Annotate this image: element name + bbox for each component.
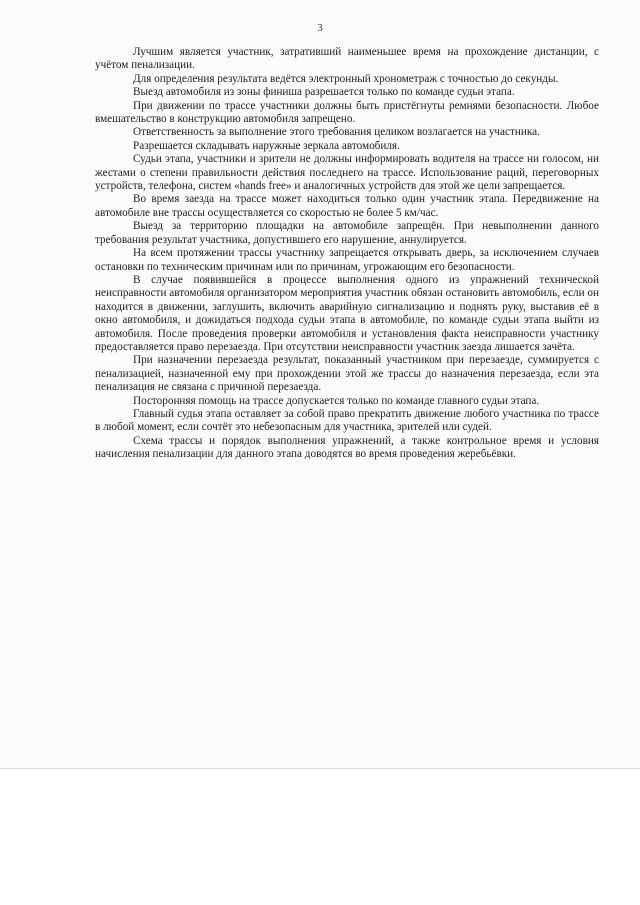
paragraph: При назначении перезаезда результат, показанный участником при перезаезде, суммируется с пенализацией, назначенной ему при прохождении этой же трассы до назначения перезаезда, если эта пенализация не связана с причиной перезаезда. [95,354,599,394]
page-number: 3 [317,22,323,34]
paragraph: Выезд за территорию площадки на автомобиле запрещён. При невыполнении данного требования результат участника, допустившего его нарушение, аннулируется. [95,220,599,246]
paragraph: Выезд автомобиля из зоны финиша разрешается только по команде судьи этапа. [133,86,515,99]
paragraph: Лучшим является участник, затративший наименьшее время на прохождение дистанции, с учётом пенализации. [95,46,599,72]
paragraph: Для определения результата ведётся электронный хронометраж с точностью до секунды. [133,72,559,85]
paragraph: В случае появившейся в процессе выполнения одного из упражнений технической неисправности автомобиля организатором мероприятия участник обязан остановить автомобиль, если он находится в движении, заглушить, включить аварийную сигнализацию и поднять руку, выставив её в окно автомобиля, и дожидаться подхода судьи этапа в автомобиле, по команде судьи этапа выйти из автомобиля. После проведения проверки автомобиля и установления факта неисправности участнику предоставляется право перезаезда. При отсутствии неисправности участник заезда лишается зачёта. [95,273,599,353]
paragraph: Судьи этапа, участники и зрители не должны информировать водителя на трассе ни голосом, ни жестами о степени правильности действия последнего на трассе. Использование раций, переговорных устройств, телефона, систем «hands free» и аналогичных устройств для этой же цели запрещается. [95,153,599,193]
paragraph: Разрешается складывать наружные зеркала автомобиля. [133,139,400,152]
paragraph: Посторонняя помощь на трассе допускается только по команде главного судьи этапа. [133,394,540,407]
paragraph: Ответственность за выполнение этого требования целиком возлагается на участника. [133,126,540,139]
paragraph: При движении по трассе участники должны быть пристёгнуты ремнями безопасности. Любое вмешательство в конструкцию автомобиля запрещено. [95,99,599,126]
document-body [95,46,599,462]
paragraph: Схема трассы и порядок выполнения упражнений, а также контрольное время и условия начисления пенализации для данного этапа доводятся во время проведения жеребьёвки. [95,434,599,461]
blank-area [0,769,640,905]
paragraph: Во время заезда на трассе может находиться только один участник этапа. Передвижение на автомобиле вне трассы осуществляется со скоростью не более 5 км/час. [95,193,599,219]
paragraph: Главный судья этапа оставляет за собой право прекратить движение любого участника по трассе в любой момент, если сочтёт это небезопасным для участника, зрителей или судей. [95,407,599,434]
paragraph: На всем протяжении трассы участнику запрещается открывать дверь, за исключением случаев остановки по техническим причинам или по причинам, угрожающим его безопасности. [95,247,599,273]
